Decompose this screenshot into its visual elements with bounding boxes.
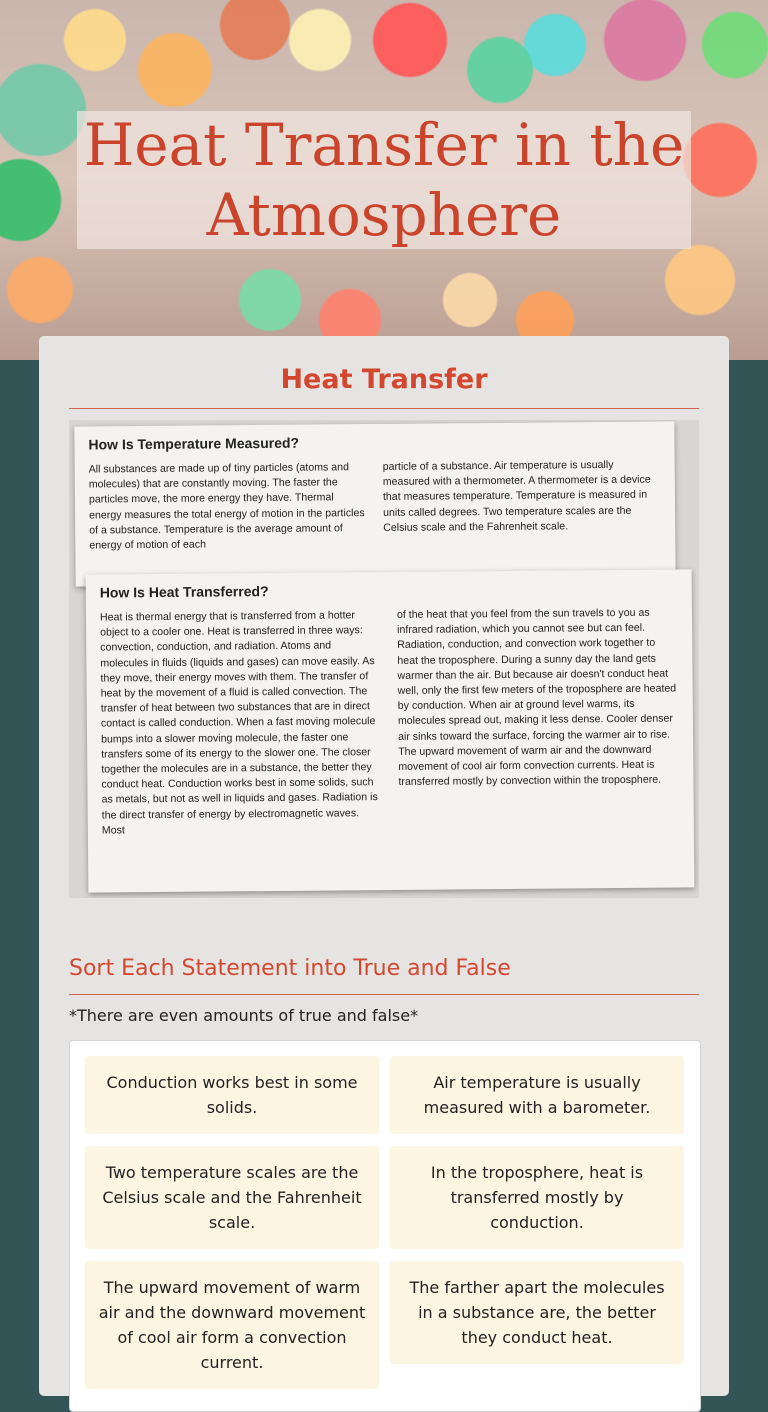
title-box xyxy=(77,111,691,249)
section-divider xyxy=(69,408,699,409)
statement-card[interactable]: The farther apart the molecules in a substance are, the better they conduct heat. xyxy=(390,1261,684,1364)
instruction-text: *There are even amounts of true and false* xyxy=(69,1006,419,1025)
textbook-heading-temperature: How Is Temperature Measured? xyxy=(88,434,300,453)
statement-card[interactable]: In the troposphere, heat is transferred mostly by conduction. xyxy=(390,1146,684,1249)
section-title-sort: Sort Each Statement into True and False xyxy=(69,956,511,981)
header-banner xyxy=(0,0,768,360)
textbook-paragraph: Heat is thermal energy that is transferred from a hotter object to a cooler one. Heat is transferred in three ways: convection, conduction, and radiation. Atoms and molecules in fluids (liquids and gases) can move easily. As they move, their energy moves with them. The transfer of heat by the movement of a fluid is called convection. The transfer of heat between two substances that are in direct contact is called conduction. When a fast moving molecule bumps into a slower moving molecule, the faster one transfers some of its energy to the slower one. The closer together the molecules are in a substance, the better they conduct heat. Conduction works best in some solids, such as metals, but not as well in liquids and gases. Radiation is the direct transfer of energy by electromagnetic waves. Most xyxy=(99,609,378,837)
textbook-paragraph: of the heat that you feel from the sun travels to you as infrared radiation, which you cannot see but can feel. Radiation, conduction, and convection work together to heat the troposphere. During a sunny day the land gets warmer than the air. But because air doesn't conduct heat well, only the first few meters of the troposphere are heated by conduction. When air at ground level warms, its molecules spread out, making it less dense. Cooler denser air sinks toward the surface, forcing the warmer air to rise. The upward movement of warm air and the downward movement of cool air form convection currents. Heat is transferred mostly by convection within the troposphere. xyxy=(396,606,677,789)
textbook-page-temperature xyxy=(74,421,675,586)
statement-card[interactable]: Air temperature is usually measured with a barometer. xyxy=(390,1056,684,1134)
textbook-paragraph: All substances are made up of tiny particles (atoms and molecules) that are constantly moving. The faster the particles move, the more energy they have. Thermal energy measures the total energy of motion in the particles of a substance. Temperature is the average amount of energy of motion of each xyxy=(88,461,365,552)
statement-card[interactable]: The upward movement of warm air and the downward movement of cool air form a convection current. xyxy=(85,1261,379,1389)
statement-card[interactable]: Conduction works best in some solids. xyxy=(85,1056,379,1134)
textbook-page-heat-transfer xyxy=(86,569,695,892)
textbook-paragraph: particle of a substance. Air temperature is usually measured with a thermometer. A thermometer is a device that measures temperature. Temperature is measured in units called degrees. Two temperature scales are the Celsius scale and the Fahrenheit scale. xyxy=(382,458,651,534)
worksheet-card xyxy=(39,336,729,1396)
section-title-heat-transfer: Heat Transfer xyxy=(280,364,488,395)
textbook-heading-heat-transfer: How Is Heat Transferred? xyxy=(99,583,269,601)
section-divider xyxy=(69,994,699,995)
page-title: Heat Transfer in the Atmosphere xyxy=(83,111,685,249)
sort-area xyxy=(69,1040,701,1412)
textbook-image xyxy=(69,420,699,898)
statement-card[interactable]: Two temperature scales are the Celsius scale and the Fahrenheit scale. xyxy=(85,1146,379,1249)
